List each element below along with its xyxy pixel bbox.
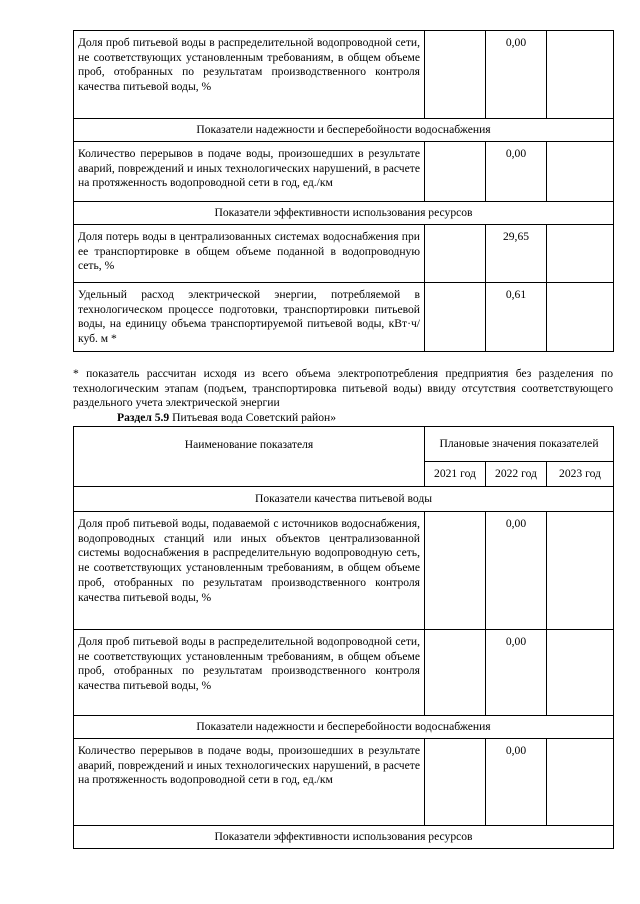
table-row (74, 225, 614, 283)
value-cell-2022: 29,65 (486, 225, 547, 283)
table-row (74, 31, 614, 119)
table-row (74, 283, 614, 352)
value-cell-2023 (547, 283, 614, 352)
indicators-table-sovetsky (73, 426, 614, 849)
value-cell-2022: 0,00 (486, 512, 547, 630)
value-cell-2023 (547, 31, 614, 119)
section-row (74, 119, 614, 142)
section-row (74, 826, 614, 849)
value-cell-2022: 0,00 (486, 31, 547, 119)
section-title-cell: Показатели эффективности использования ресурсов (74, 202, 614, 225)
section-row (74, 202, 614, 225)
indicator-name-cell: Количество перерывов в подаче воды, произошедших в результате аварий, повреждений и иных технологических нарушений, в расчете на протяженность водопроводной сети в год, ед./км (74, 142, 425, 202)
section-title: Питьевая вода Советский район» (172, 411, 337, 424)
indicator-name-cell: Доля проб питьевой воды в распределительной водопроводной сети, не соответствующих установленным требованиям, в общем объеме проб, отобранных по результатам производственного контроля качества питьевой воды, % (74, 630, 425, 716)
value-cell-2021 (425, 630, 486, 716)
value-cell-2021 (425, 283, 486, 352)
value-cell-2023 (547, 142, 614, 202)
value-cell-2023 (547, 630, 614, 716)
table-row (74, 142, 614, 202)
header-row-1 (74, 427, 614, 462)
value-cell-2022: 0,00 (486, 142, 547, 202)
table-row (74, 630, 614, 716)
value-cell-2021 (425, 142, 486, 202)
table-row (74, 512, 614, 630)
value-cell-2022: 0,00 (486, 739, 547, 826)
indicators-table-top-body (74, 31, 614, 352)
indicator-name-cell: Удельный расход электрической энергии, потребляемой в технологическом процессе подготовки, транспортировки питьевой воды, на единицу объема транспортируемой питьевой воды, кВт·ч/куб. м * (74, 283, 425, 352)
section-row (74, 487, 614, 512)
value-cell-2021 (425, 512, 486, 630)
indicators-table-top (73, 30, 614, 352)
section-title-cell: Показатели надежности и бесперебойности водоснабжения (74, 716, 614, 739)
footnote: * показатель рассчитан исходя из всего объема электропотребления предприятия без разделения по технологическим этапам (подъем, транспортировка питьевой воды) ввиду отсутствия соответствующего раздельного учета электрической энергии (73, 367, 613, 410)
section-number: Раздел 5.9 (117, 411, 170, 424)
header-year-2023: 2023 год (547, 462, 614, 487)
value-cell-2021 (425, 739, 486, 826)
section-title-cell: Показатели качества питьевой воды (74, 487, 614, 512)
header-planned-values: Плановые значения показателей (425, 427, 614, 462)
value-cell-2023 (547, 225, 614, 283)
table-row (74, 739, 614, 826)
value-cell-2021 (425, 31, 486, 119)
header-indicator-name: Наименование показателя (74, 427, 425, 487)
value-cell-2023 (547, 739, 614, 826)
section-title-cell: Показатели эффективности использования ресурсов (74, 826, 614, 849)
value-cell-2022: 0,61 (486, 283, 547, 352)
section-title-cell: Показатели надежности и бесперебойности водоснабжения (74, 119, 614, 142)
indicator-name-cell: Доля проб питьевой воды в распределительной водопроводной сети, не соответствующих установленным требованиям, в общем объеме проб, отобранных по результатам производственного контроля качества питьевой воды, % (74, 31, 425, 119)
indicators-table-sovetsky-body (74, 487, 614, 849)
table-header (74, 427, 614, 487)
value-cell-2023 (547, 512, 614, 630)
value-cell-2022: 0,00 (486, 630, 547, 716)
section-row (74, 716, 614, 739)
indicator-name-cell: Доля проб питьевой воды, подаваемой с источников водоснабжения, водопроводных станций или иных объектов централизованной системы водоснабжения в распределительную водопроводную сеть, не соответствующих установленным требованиям, в общем объеме проб, отобранных по результатам производственного контроля качества питьевой воды, % (74, 512, 425, 630)
indicator-name-cell: Доля потерь воды в централизованных системах водоснабжения при ее транспортировке в общем объеме поданной в водопроводную сеть, % (74, 225, 425, 283)
header-year-2021: 2021 год (425, 462, 486, 487)
value-cell-2021 (425, 225, 486, 283)
indicator-name-cell: Количество перерывов в подаче воды, произошедших в результате аварий, повреждений и иных технологических нарушений, в расчете на протяженность водопроводной сети в год, ед./км (74, 739, 425, 826)
header-year-2022: 2022 год (486, 462, 547, 487)
section-heading (117, 411, 336, 426)
